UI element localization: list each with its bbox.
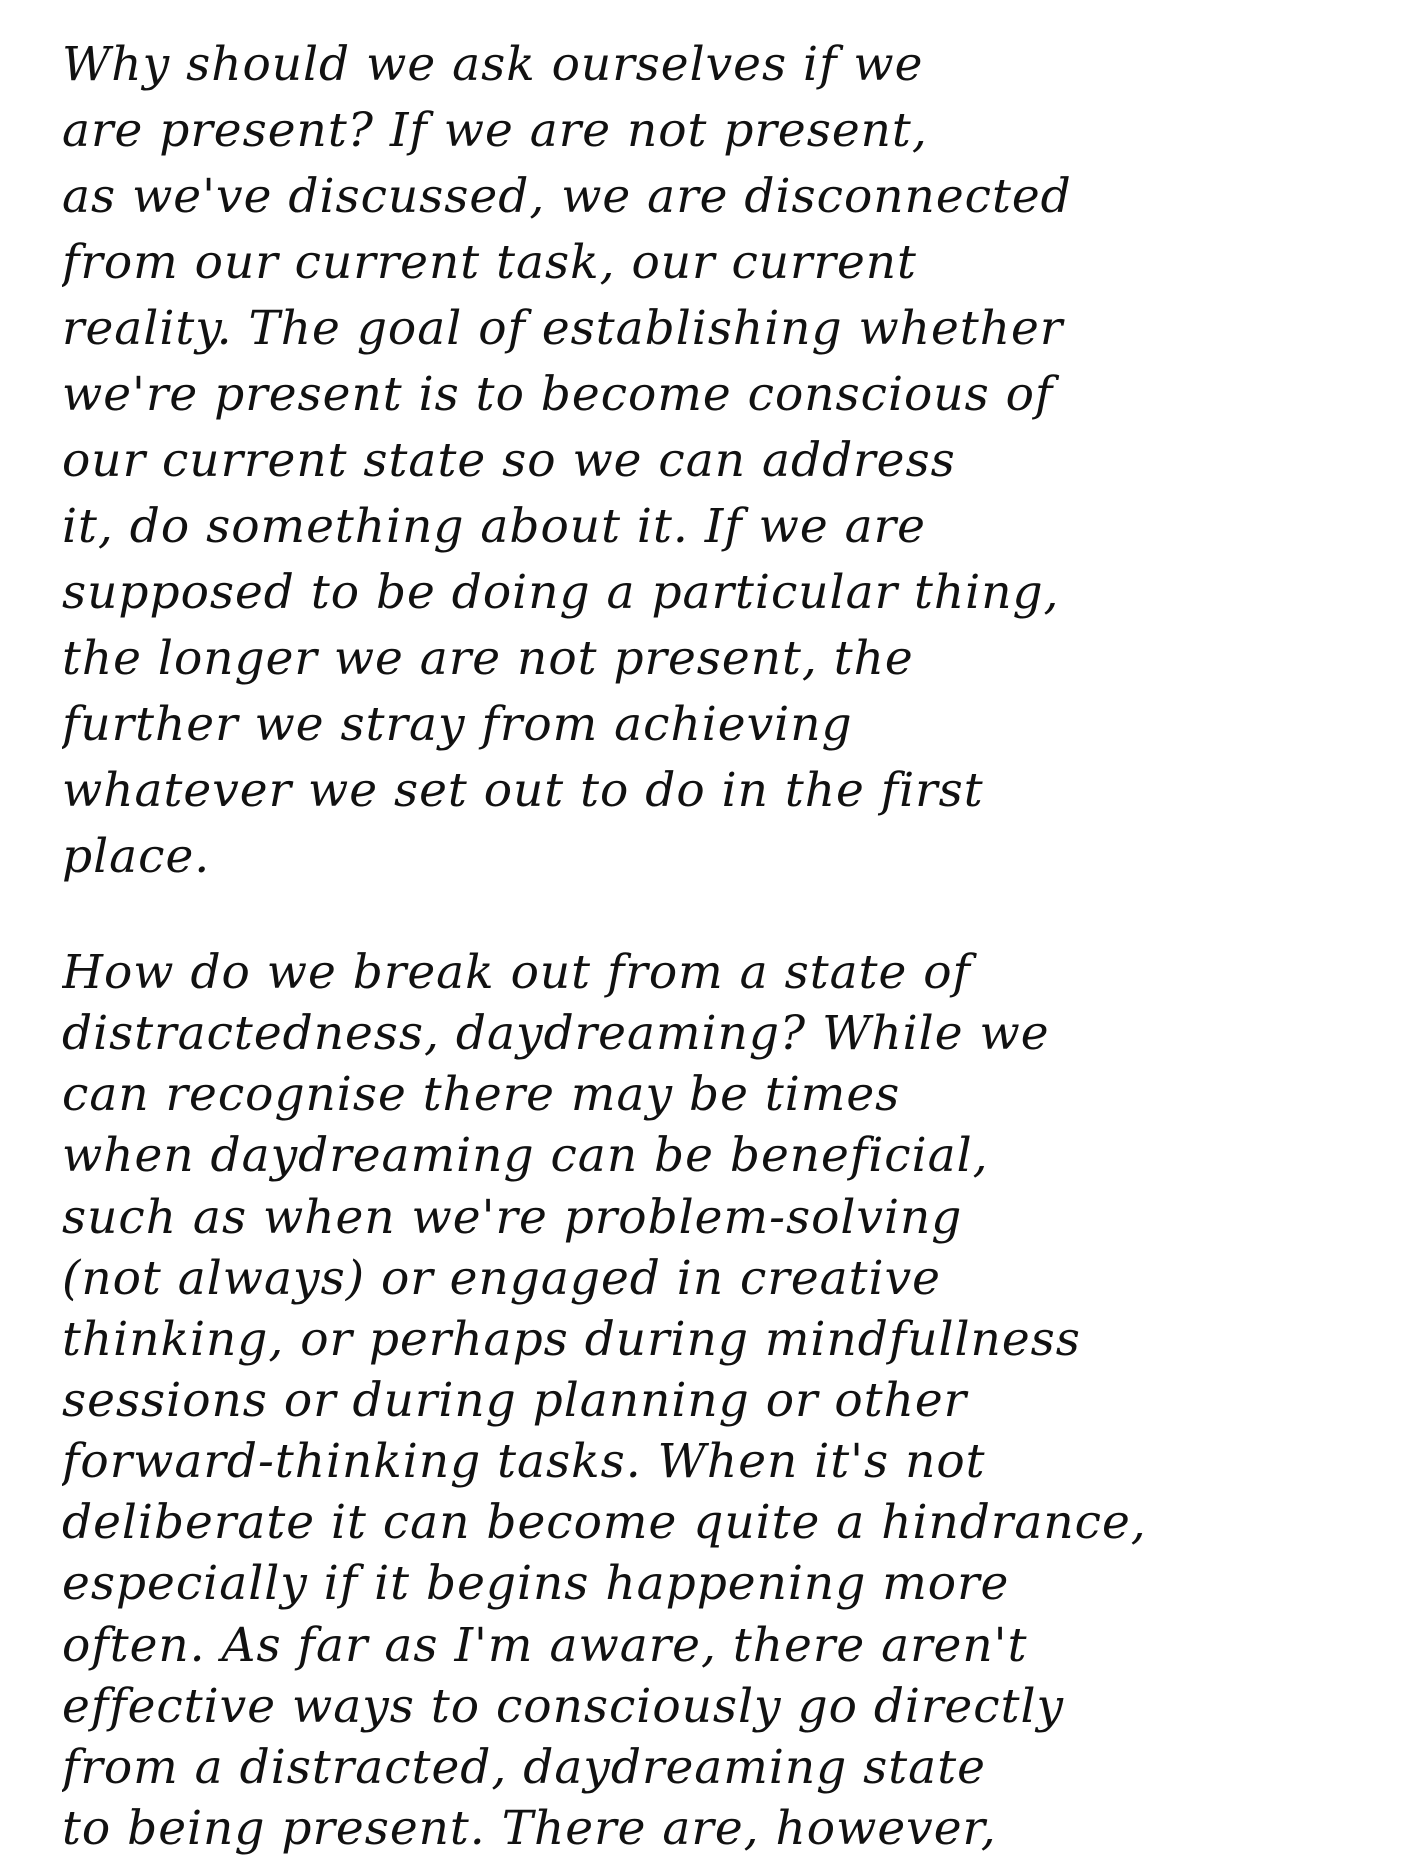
p1-line-2: are present? If we are not present, bbox=[62, 103, 928, 158]
p1-line-13: place. bbox=[62, 829, 211, 884]
p2-line-1: How do we break out from a state of bbox=[62, 945, 971, 1000]
p2-line-12: often. As far as I'm aware, there aren't bbox=[62, 1618, 1028, 1673]
p1-line-4: from our current task, our current bbox=[62, 235, 917, 290]
p2-line-4: when daydreaming can be beneficial, bbox=[62, 1128, 989, 1183]
p1-line-1: Why should we ask ourselves if we bbox=[62, 37, 924, 92]
p2-line-3: can recognise there may be times bbox=[62, 1067, 901, 1122]
p2-line-13: effective ways to consciously go directly bbox=[62, 1679, 1065, 1734]
p2-line-5: such as when we're problem-solving bbox=[62, 1190, 963, 1245]
p1-line-11: further we stray from achieving bbox=[62, 697, 853, 752]
p1-line-12: whatever we set out to do in the first bbox=[62, 763, 984, 818]
p2-line-6: (not always) or engaged in creative bbox=[62, 1251, 941, 1306]
p2-line-8: sessions or during planning or other bbox=[62, 1373, 968, 1428]
p1-line-6: we're present is to become conscious of bbox=[62, 367, 1054, 422]
p1-line-8: it, do something about it. If we are bbox=[62, 499, 926, 554]
p2-line-11: especially if it begins happening more bbox=[62, 1556, 1010, 1611]
p1-line-10: the longer we are not present, the bbox=[62, 631, 914, 686]
p1-line-7: our current state so we can address bbox=[62, 433, 956, 488]
p2-line-7: thinking, or perhaps during mindfullness bbox=[62, 1312, 1081, 1367]
p1-line-5: reality. The goal of establishing whether bbox=[62, 301, 1064, 356]
p2-line-10: deliberate it can become quite a hindrance, bbox=[62, 1495, 1147, 1550]
p1-line-9: supposed to be doing a particular thing, bbox=[62, 565, 1060, 620]
p2-line-2: distractedness, daydreaming? While we bbox=[62, 1006, 1050, 1061]
p2-line-15: to being present. There are, however, bbox=[62, 1801, 997, 1856]
p1-line-3: as we've discussed, we are disconnected bbox=[62, 169, 1072, 224]
p2-line-14: from a distracted, daydreaming state bbox=[62, 1740, 986, 1795]
p2-line-9: forward-thinking tasks. When it's not bbox=[62, 1434, 986, 1489]
